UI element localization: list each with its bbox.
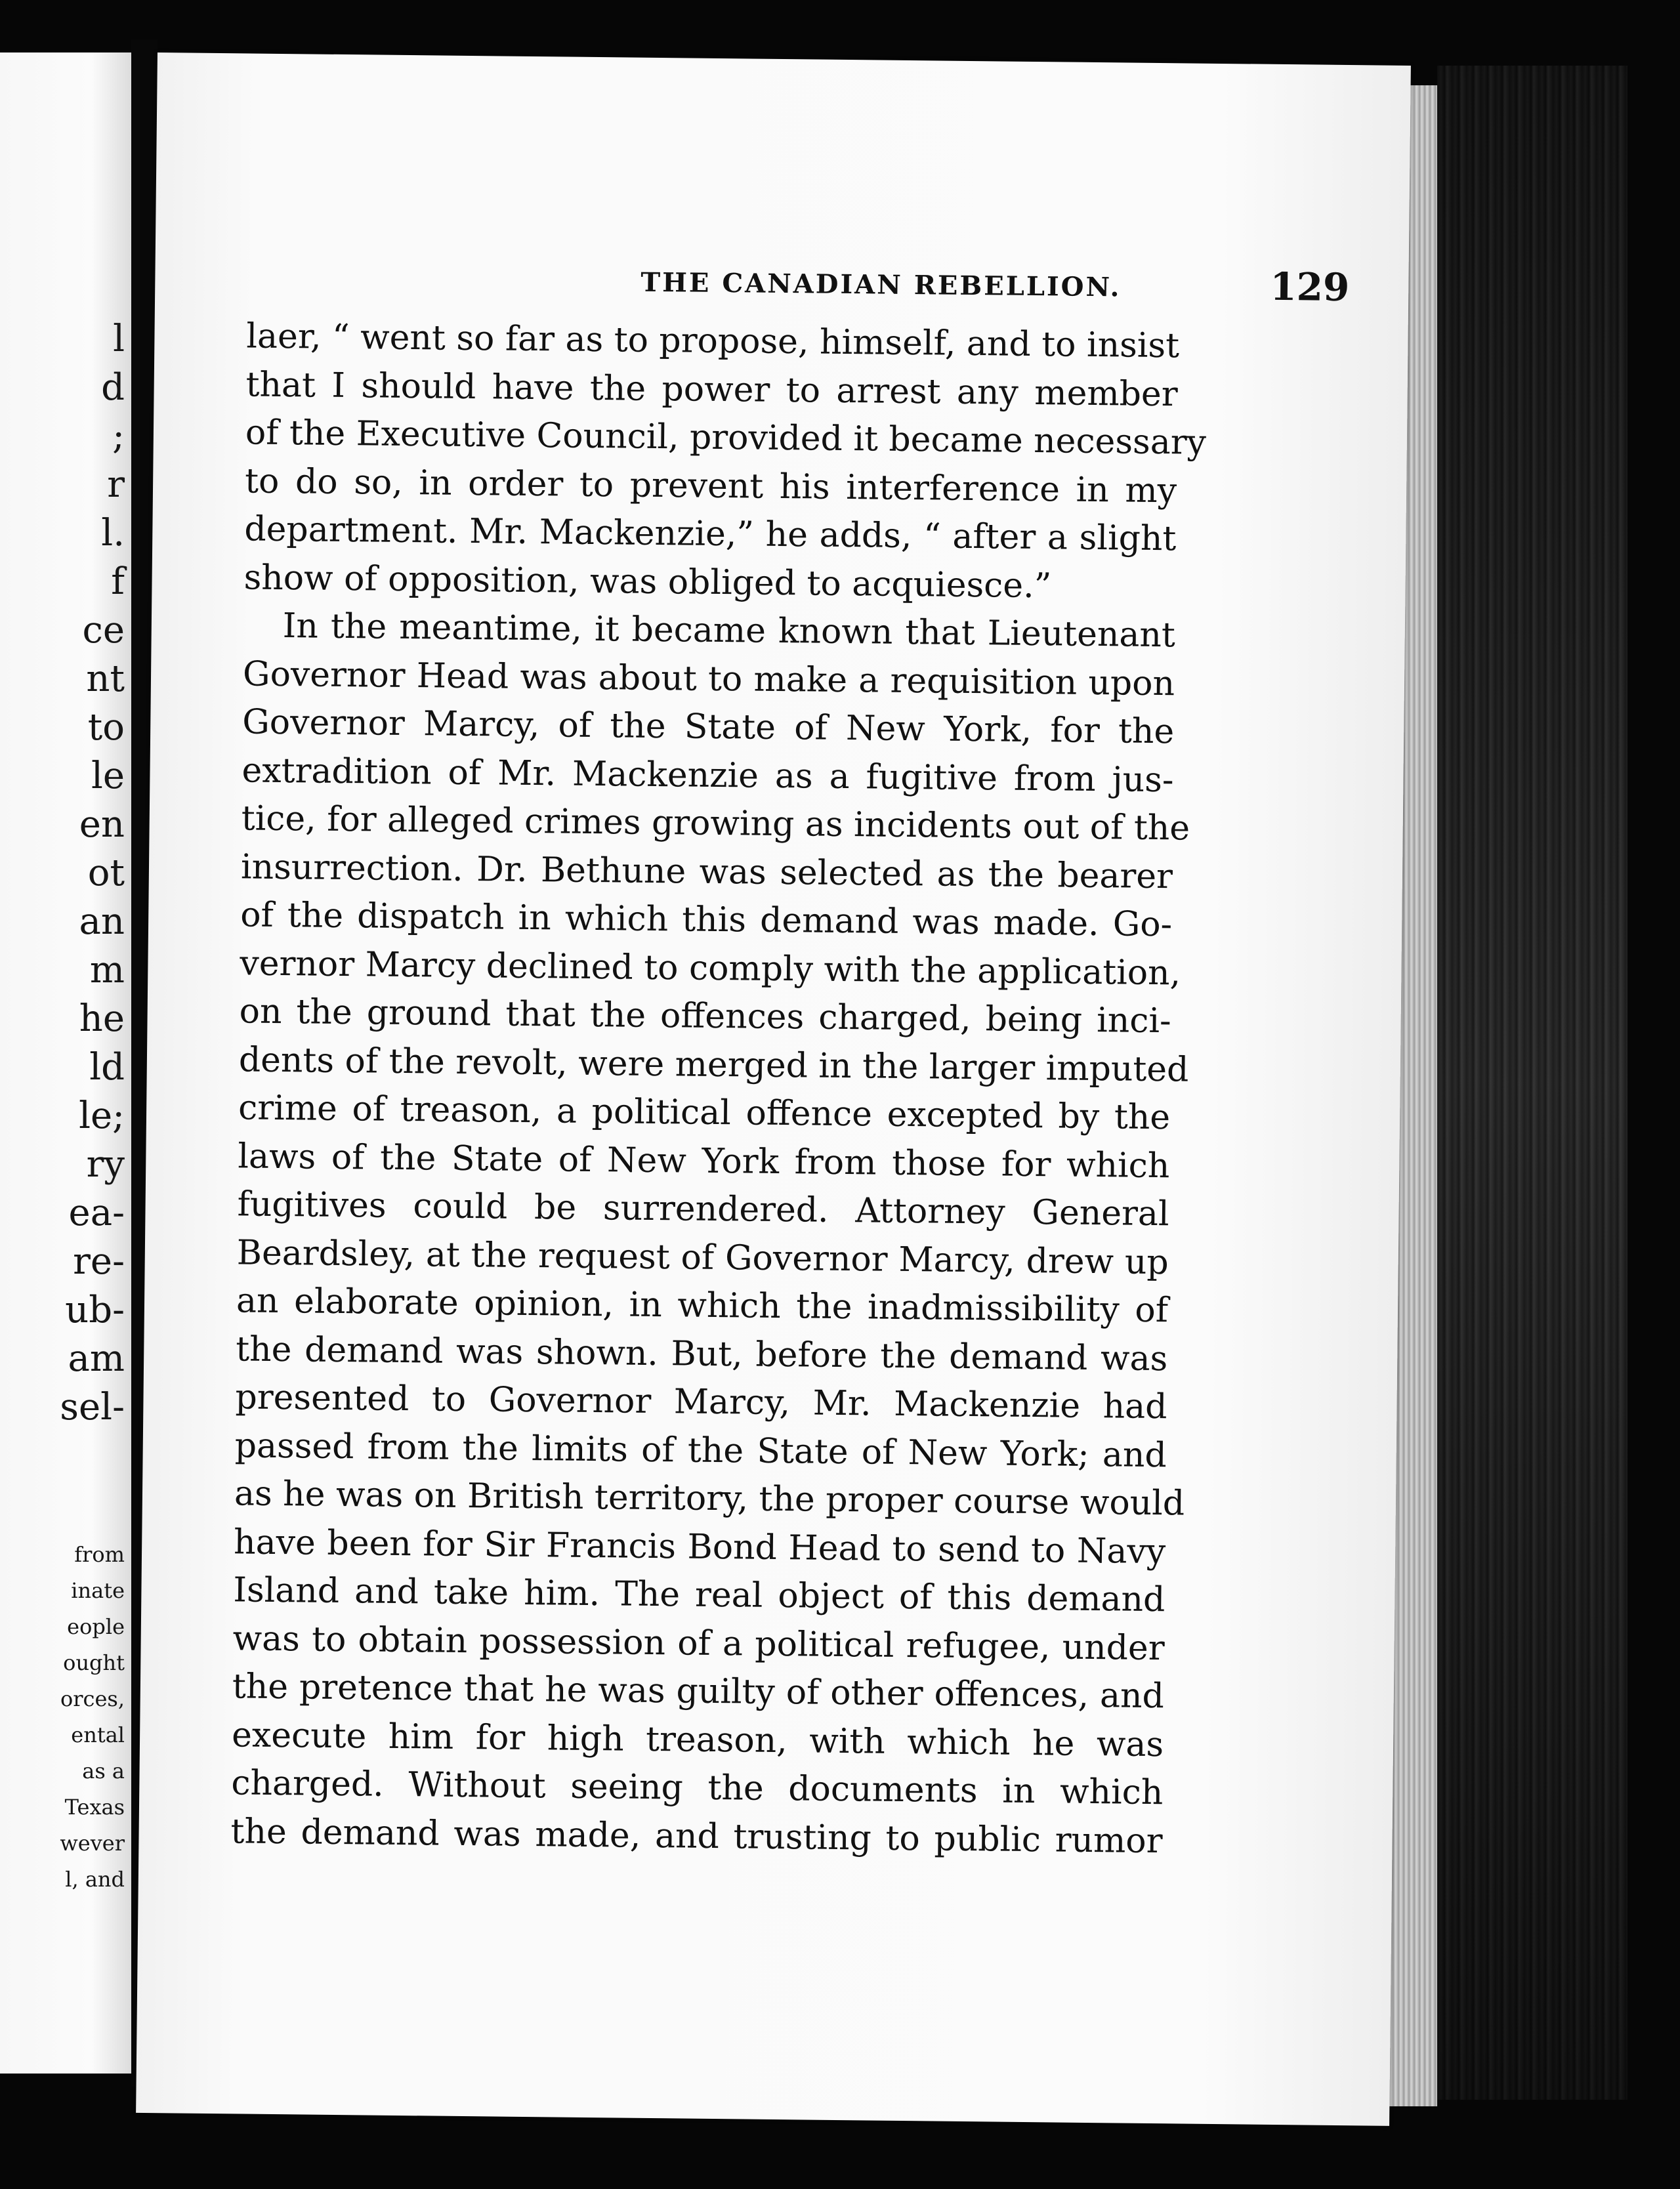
left-fragment: re- — [73, 1240, 125, 1283]
left-fragment: to — [87, 706, 125, 749]
left-fragment: an — [79, 900, 125, 943]
text-line: laws of the State of New York from those for which — [238, 1136, 1170, 1186]
text-line: charged. Without seeing the documents in which — [231, 1763, 1164, 1813]
text-line: of the Executive Council, provided it became necessary — [245, 413, 1207, 463]
left-fragment: nt — [86, 657, 125, 700]
text-line: the pretence that he was guilty of other offences, and — [232, 1667, 1165, 1717]
left-facing-page — [0, 52, 131, 2074]
running-head: THE CANADIAN REBELLION. — [640, 266, 1122, 303]
text-line: Island and take him. The real object of this demand — [233, 1570, 1166, 1620]
text-line: Governor Marcy, of the State of New York, for the — [242, 702, 1175, 752]
left-fragment: le — [91, 755, 125, 797]
left-fragment: d — [101, 366, 125, 409]
text-line: show of opposition, was obliged to acquiesce.” — [243, 557, 1052, 606]
left-fragment: m — [89, 949, 125, 991]
body-text — [230, 312, 1207, 1866]
left-fragment: ry — [86, 1143, 125, 1186]
left-fragment: f — [111, 560, 125, 603]
text-line: vernor Marcy declined to comply with the application, — [240, 943, 1181, 993]
left-footnote-fragment: inate — [71, 1578, 125, 1603]
left-fragment: ub- — [65, 1289, 125, 1331]
text-line: extradition of Mr. Mackenzie as a fugitive from jus- — [242, 750, 1174, 800]
left-fragment: ea- — [68, 1192, 125, 1234]
left-footnote-fragment: Texas — [64, 1795, 125, 1820]
text-line: Beardsley, at the request of Governor Marcy, drew up — [236, 1232, 1169, 1282]
text-line: tice, for alleged crimes growing as incidents out of the — [241, 799, 1190, 848]
left-fragment: he — [79, 997, 125, 1040]
text-line: as he was on British territory, the proper course would — [234, 1474, 1185, 1524]
left-footnote-fragment: ental — [71, 1722, 125, 1747]
text-line: have been for Sir Francis Bond Head to send to Navy — [233, 1522, 1166, 1572]
text-line: fugitives could be surrendered. Attorney General — [237, 1184, 1169, 1234]
left-footnote-fragment: wever — [60, 1831, 125, 1856]
text-line: insurrection. Dr. Bethune was selected as the bearer — [240, 846, 1173, 896]
text-line: department. Mr. Mackenzie,” he adds, “ after a slight — [244, 509, 1177, 559]
text-line: an elaborate opinion, in which the inadmissibility of — [236, 1281, 1169, 1331]
text-line: on the ground that the offences charged, being inci- — [239, 991, 1171, 1041]
text-line: that I should have the power to arrest any member — [245, 364, 1178, 414]
text-line: presented to Governor Marcy, Mr. Mackenzie had — [235, 1377, 1167, 1427]
text-line: In the meantime, it became known that Lieutenant — [282, 606, 1176, 656]
page-header — [496, 256, 1350, 318]
text-line: Governor Head was about to make a requisition upon — [242, 654, 1175, 703]
left-fragment: l — [113, 318, 125, 360]
text-line: laer, “ went so far as to propose, himself, and to insist — [246, 316, 1180, 366]
left-fragment: sel- — [60, 1386, 125, 1428]
text-line: was to obtain possession of a political refugee, under — [232, 1618, 1165, 1668]
left-page-footnote-fragments — [60, 1537, 125, 1898]
right-page — [136, 52, 1411, 2126]
page-number: 129 — [1269, 264, 1350, 310]
text-line: execute him for high treason, with which he was — [231, 1715, 1164, 1764]
left-footnote-fragment: as a — [82, 1759, 125, 1783]
left-footnote-fragment: eople — [67, 1614, 125, 1639]
left-fragment: le; — [79, 1094, 125, 1137]
book-fore-edge — [1437, 66, 1628, 2100]
text-line: the demand was made, and trusting to public rumor — [230, 1811, 1163, 1861]
text-line: crime of treason, a political offence excepted by the — [238, 1088, 1171, 1138]
text-line: of the dispatch in which this demand was made. Go- — [240, 895, 1173, 945]
left-footnote-fragment: from — [74, 1542, 125, 1567]
left-fragment: ld — [89, 1046, 125, 1089]
left-fragment: am — [68, 1337, 125, 1380]
left-footnote-fragment: orces, — [60, 1686, 125, 1711]
left-fragment: ot — [87, 852, 125, 894]
left-fragment: ; — [112, 415, 125, 457]
text-line: the demand was shown. But, before the demand was — [236, 1329, 1168, 1379]
left-fragment: en — [79, 803, 125, 846]
left-footnote-fragment: l, and — [65, 1867, 125, 1892]
left-fragment: ce — [82, 609, 125, 652]
left-fragment: l. — [101, 512, 125, 554]
left-footnote-fragment: ought — [63, 1650, 125, 1675]
left-fragment: r — [107, 463, 125, 506]
left-page-text-fragments — [60, 315, 125, 1432]
text-line: to do so, in order to prevent his interference in my — [244, 461, 1177, 511]
text-line: dents of the revolt, were merged in the larger imputed — [238, 1039, 1189, 1090]
text-line: passed from the limits of the State of New York; and — [234, 1425, 1167, 1475]
